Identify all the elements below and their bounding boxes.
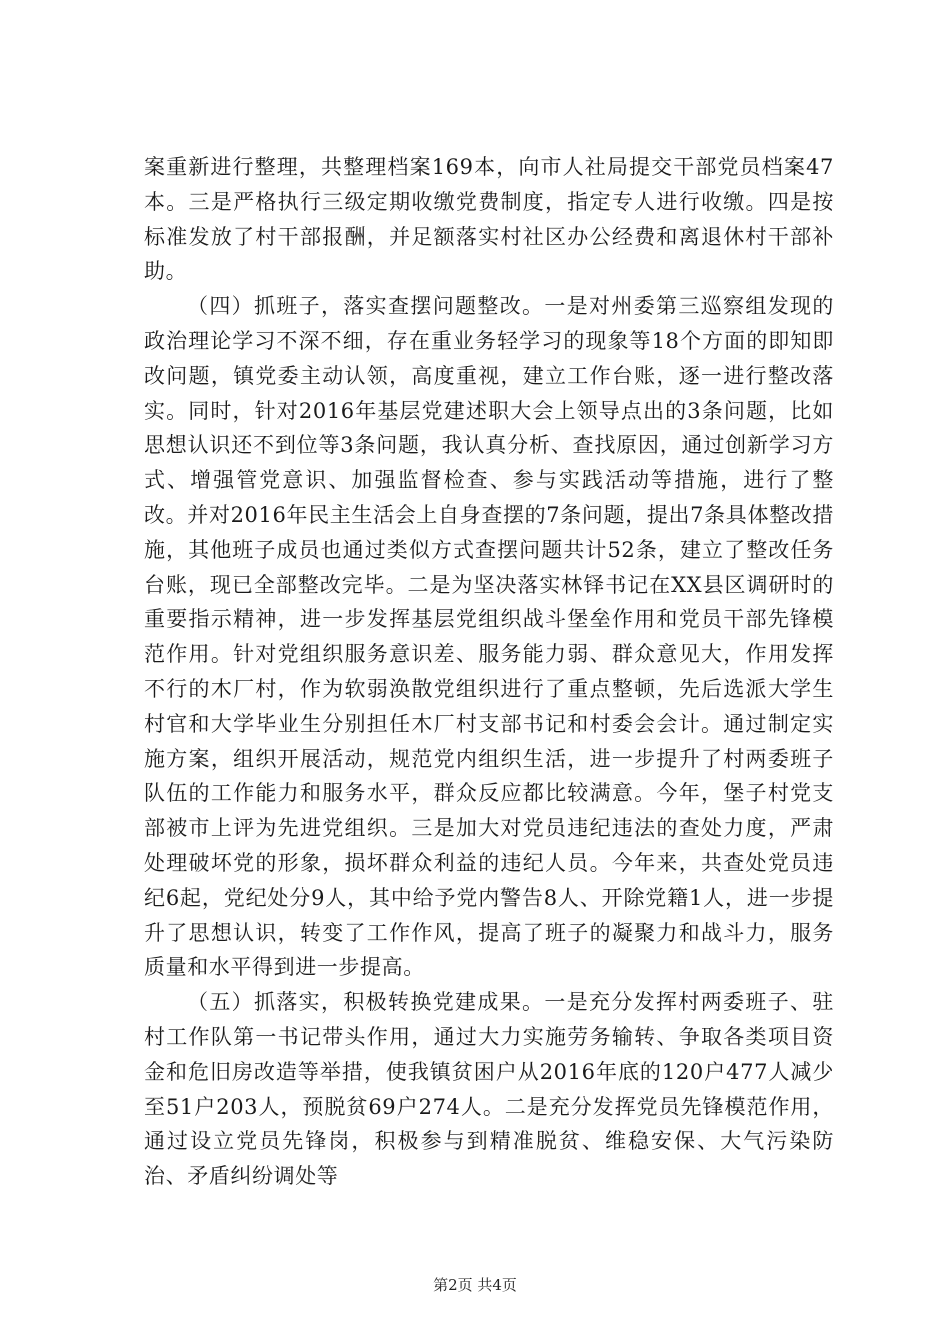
paragraph-section-five: （五）抓落实，积极转换党建成果。一是充分发挥村两委班子、驻村工作队第一书记带头作用，通过大力实施劳务输转、争取各类项目资金和危旧房改造等举措，使我镇贫困户从2016年底的120户477人减少至51户203人，预脱贫69户274人。二是充分发挥党员先锋模范作用，通过设立党员先锋岗，积极参与到精准脱贫、维稳安保、大气污染防治、矛盾纠纷调处等 [144,990,834,1189]
paragraph-continuation: 案重新进行整理，共整理档案169本，向市人社局提交干部党员档案47本。三是严格执行三级定期收缴党费制度，指定专人进行收缴。四是按标准发放了村干部报酬，并足额落实村社区办公经费和离退休村干部补助。 [144,155,834,284]
page-footer: 第2页 共4页 [433,1276,517,1294]
paragraph-section-four: （四）抓班子，落实查摆问题整改。一是对州委第三巡察组发现的政治理论学习不深不细，存在重业务轻学习的现象等18个方面的即知即改问题，镇党委主动认领，高度重视，建立工作台账，逐一进行整改落实。同时，针对2016年基层党建述职大会上领导点出的3条问题，比如思想认识还不到位等3条问题，我认真分析、查找原因，通过创新学习方式、增强管党意识、加强监督检查、参与实践活动等措施，进行了整改。并对2016年民主生活会上自身查摆的7条问题，提出7条具体整改措施，其他班子成员也通过类似方式查摆问题共计52条，建立了整改任务台账，现已全部整改完毕。二是为坚决落实林铎书记在XX县区调研时的重要指示精神，进一步发挥基层党组织战斗堡垒作用和党员干部先锋模范作用。针对党组织服务意识差、服务能力弱、群众意见大，作用发挥不行的木厂村，作为软弱涣散党组织进行了重点整顿，先后选派大学生村官和大学毕业生分别担任木厂村支部书记和村委会会计。通过制定实施方案，组织开展活动，规范党内组织生活，进一步提升了村两委班子队伍的工作能力和服务水平，群众反应都比较满意。今年，堡子村党支部被市上评为先进党组织。三是加大对党员违纪违法的查处力度，严肃处理破坏党的形象，损坏群众利益的违纪人员。今年来，共查处党员违纪6起，党纪处分9人，其中给予党内警告8人、开除党籍1人，进一步提升了思想认识，转变了工作作风，提高了班子的凝聚力和战斗力，服务质量和水平得到进一步提高。 [144,294,834,980]
document-body [144,150,834,1194]
